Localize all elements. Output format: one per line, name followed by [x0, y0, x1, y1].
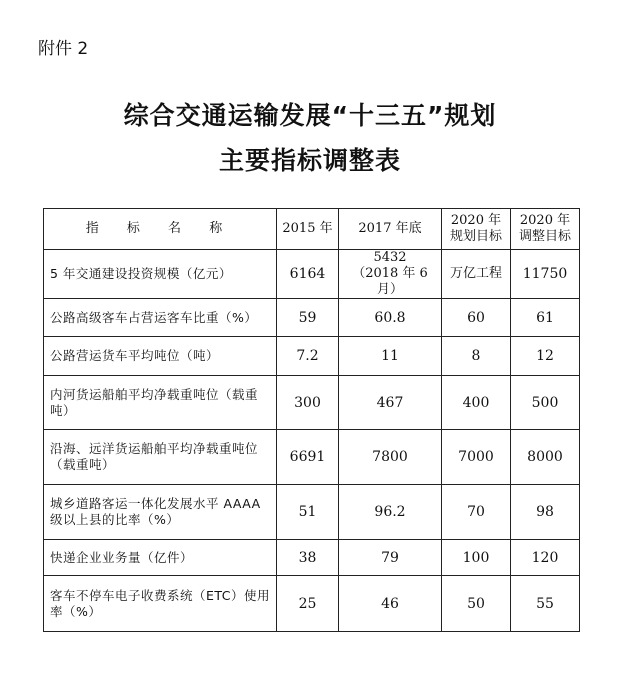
value-2020-adjusted-cell: 55 [511, 576, 580, 632]
indicator-adjustment-table [43, 208, 580, 632]
indicator-cell: 快递企业业务量（亿件） [44, 540, 277, 576]
value-2020-plan-cell: 100 [442, 540, 511, 576]
value-2020-plan-cell: 400 [442, 376, 511, 430]
value-2020-plan-cell: 7000 [442, 430, 511, 485]
value-2017-cell: 7800 [339, 430, 442, 485]
value-2017-cell: 11 [339, 337, 442, 376]
value-2020-adjusted-cell: 98 [511, 485, 580, 540]
table-row [44, 250, 580, 299]
attachment-label: 附件 2 [38, 39, 89, 59]
value-2020-plan-cell: 70 [442, 485, 511, 540]
header-2020-adjusted-line1: 2020 年 [519, 213, 571, 228]
value-2017-cell: 46 [339, 576, 442, 632]
value-2020-plan-cell: 60 [442, 299, 511, 337]
header-2020-adjusted [511, 209, 580, 250]
table-body [44, 250, 580, 632]
indicator-cell: 5 年交通建设投资规模（亿元） [44, 250, 277, 299]
table-row [44, 540, 580, 576]
header-row [44, 209, 580, 250]
value-2020-plan-cell: 50 [442, 576, 511, 632]
value-2015-cell: 300 [277, 376, 339, 430]
indicator-cell: 内河货运船舶平均净载重吨位（载重吨） [44, 376, 277, 430]
document-title-line-1: 综合交通运输发展“十三五”规划 [123, 101, 497, 130]
value-2017-note: （2018 年 6 月） [352, 266, 428, 297]
table-row [44, 299, 580, 337]
header-2015: 2015 年 [277, 209, 339, 250]
indicator-cell: 公路营运货车平均吨位（吨） [44, 337, 277, 376]
value-2015-cell: 38 [277, 540, 339, 576]
value-2020-adjusted-cell: 8000 [511, 430, 580, 485]
value-2015-cell: 59 [277, 299, 339, 337]
value-2015-cell: 6164 [277, 250, 339, 299]
value-2017-cell [339, 250, 442, 299]
document-title-line-2: 主要指标调整表 [218, 146, 401, 175]
table-row [44, 485, 580, 540]
value-2015-cell: 51 [277, 485, 339, 540]
indicator-cell: 公路高级客车占营运客车比重（%） [44, 299, 277, 337]
value-2017-cell: 467 [339, 376, 442, 430]
header-2020-plan-line2: 规划目标 [449, 229, 502, 244]
table-row [44, 337, 580, 376]
header-2020-plan-line1: 2020 年 [450, 213, 502, 228]
value-2020-plan-cell: 8 [442, 337, 511, 376]
value-2015-cell: 6691 [277, 430, 339, 485]
table-row [44, 430, 580, 485]
value-2020-adjusted-cell: 11750 [511, 250, 580, 299]
value-2017-cell: 96.2 [339, 485, 442, 540]
value-2017-cell: 79 [339, 540, 442, 576]
indicator-cell: 沿海、远洋货运船舶平均净载重吨位（载重吨） [44, 430, 277, 485]
value-2020-adjusted-cell: 500 [511, 376, 580, 430]
header-2020-plan [442, 209, 511, 250]
value-2020-adjusted-cell: 61 [511, 299, 580, 337]
value-2017-main: 5432 [373, 250, 407, 265]
table-header [44, 209, 580, 250]
header-indicator: 指 标 名 称 [44, 209, 277, 250]
table-row [44, 376, 580, 430]
value-2020-plan-cell: 万亿工程 [442, 250, 511, 299]
value-2015-cell: 7.2 [277, 337, 339, 376]
value-2015-cell: 25 [277, 576, 339, 632]
value-2017-cell: 60.8 [339, 299, 442, 337]
indicator-cell: 客车不停车电子收费系统（ETC）使用率（%） [44, 576, 277, 632]
value-2020-adjusted-cell: 12 [511, 337, 580, 376]
value-2020-adjusted-cell: 120 [511, 540, 580, 576]
indicator-cell: 城乡道路客运一体化发展水平 AAAA 级以上县的比率（%） [44, 485, 277, 540]
header-2020-adjusted-line2: 调整目标 [518, 229, 571, 244]
header-2017: 2017 年底 [339, 209, 442, 250]
table-row [44, 576, 580, 632]
